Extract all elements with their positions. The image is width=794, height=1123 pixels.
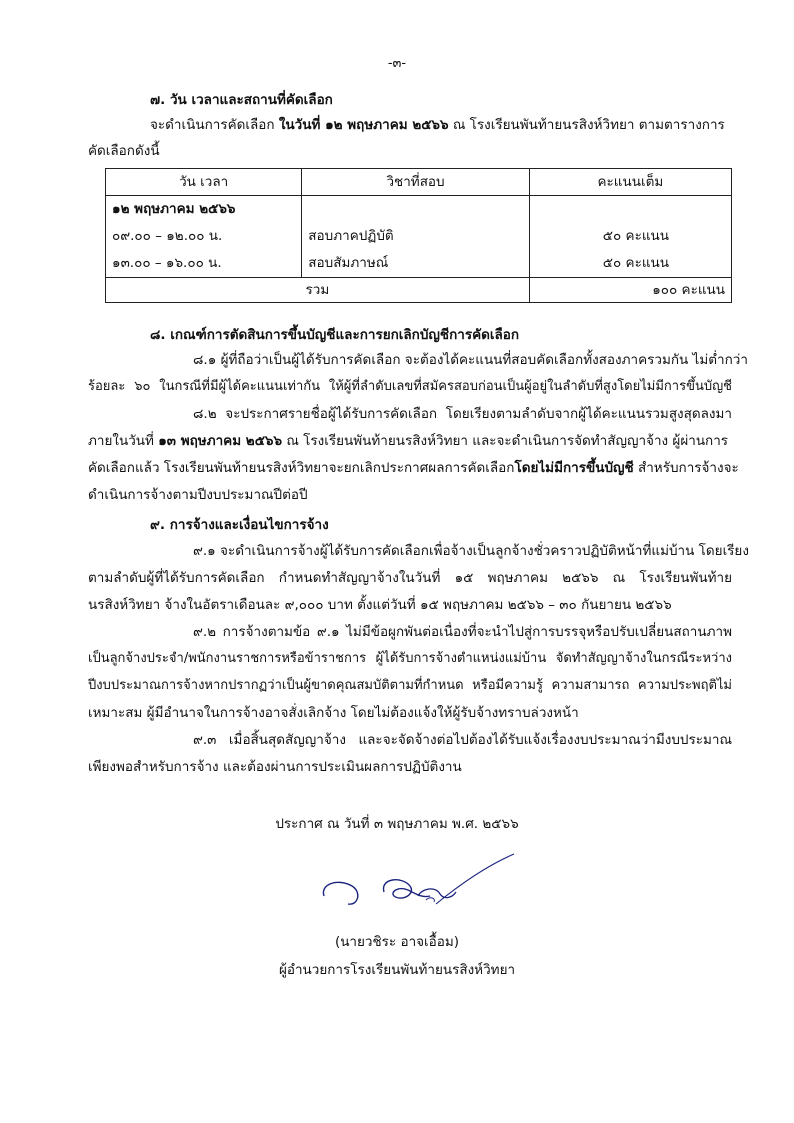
section-9-1-line-2: ตามลำดับผู้ที่ได้รับการคัดเลือก กำหนดทำสัญญาจ้างในวันที่ ๑๕ พฤษภาคม ๒๕๖๖ ณ โรงเรียนพันท้าย	[88, 570, 732, 586]
score-1: ๕๐ คะแนน	[602, 228, 669, 244]
section-9-2-line-2: เป็นลูกจ้างประจำ/พนักงานราชการหรือข้าราชการ ผู้ได้รับการจ้างตำแหน่งแม่บ้าน จัดทำสัญญาจ้างในกรณีระหว่าง	[88, 651, 732, 666]
section-9-heading: ๙. การจ้างและเงื่อนไขการจ้าง	[150, 517, 329, 533]
section-9-3-line-1: ๙.๓ เมื่อสิ้นสุดสัญญาจ้าง และจะจัดจ้างต่อไปต้องได้รับแจ้งเรื่องงบประมาณว่ามีงบประมาณ	[193, 732, 732, 748]
header-score: คะแนนเต็ม	[529, 169, 731, 196]
section-8-heading: ๘. เกณฑ์การตัดสินการขึ้นบัญชีและการยกเลิกบัญชีการคัดเลือก	[150, 327, 520, 343]
no-list-note: โดยไม่มีการขึ้นบัญชี	[514, 460, 634, 476]
section-9-3-line-2: เพียงพอสำหรับการจ้าง และต้องผ่านการประเมินผลการปฏิบัติงาน	[88, 759, 462, 775]
section-9-2-line-1: ๙.๒ การจ้างตามข้อ ๙.๑ ไม่มีข้อผูกพันต่อเนื่องที่จะนำไปสู่การบรรจุหรือปรับเปลี่ยนสถานภาพ	[193, 624, 732, 640]
score-2: ๕๐ คะแนน	[602, 255, 669, 271]
subject-2: สอบสัมภาษณ์	[308, 255, 389, 271]
header-datetime: วัน เวลา	[106, 169, 302, 196]
signature-image	[318, 852, 518, 914]
datetime-cell	[106, 196, 302, 278]
signer-title: ผู้อำนวยการโรงเรียนพันท้ายนรสิงห์วิทยา	[278, 962, 516, 978]
section-7-heading: ๗. วัน เวลาและสถานที่คัดเลือก	[150, 92, 333, 108]
section-8-1-line-1: ๘.๑ ผู้ที่ถือว่าเป็นผู้ได้รับการคัดเลือก จะต้องได้คะแนนที่สอบคัดเลือกทั้งสองภาครวมกัน ไม่ต่ำกว่า	[193, 352, 748, 368]
section-9-2-line-3: ปีงบประมาณการจ้างหากปรากฏว่าเป็นผู้ขาดคุณสมบัติตามที่กำหนด หรือมีความรู้ ความสามารถ ความประพฤติไม่	[88, 678, 732, 693]
schedule-time-2: ๑๓.๐๐ – ๑๖.๐๐ น.	[112, 255, 222, 271]
signer-name: (นายวชิระ อาจเอื้อม)	[334, 934, 460, 950]
section-8-2-line-1: ๘.๒ จะประกาศรายชื่อผู้ได้รับการคัดเลือก โดยเรียงตามลำดับจากผู้ได้คะแนนรวมสูงสุดลงมา	[193, 406, 732, 422]
table-header-row	[106, 169, 732, 196]
total-label: รวม	[106, 278, 530, 303]
score-cell	[529, 196, 731, 278]
exam-schedule-table	[105, 168, 732, 303]
section-9-1-line-1: ๙.๑ จะดำเนินการจ้างผู้ได้รับการคัดเลือกเพื่อจ้างเป็นลูกจ้างชั่วคราวปฏิบัติหน้าที่แม่บ้าน โดยเรียง	[193, 543, 749, 559]
subject-1: สอบภาคปฏิบัติ	[308, 228, 394, 244]
announce-date: ๑๓ พฤษภาคม ๒๕๖๖	[158, 433, 283, 449]
section-8-2-line-2	[88, 431, 732, 451]
announcement-date: ประกาศ ณ วันที่ ๓ พฤษภาคม พ.ศ. ๒๕๖๖	[275, 816, 519, 832]
section-8-2-line-3	[88, 458, 739, 478]
subject-cell	[302, 196, 529, 278]
section-7-line-1	[150, 115, 732, 135]
total-score: ๑๐๐ คะแนน	[529, 278, 731, 303]
section-8-2-line-3-text: คัดเลือกแล้ว โรงเรียนพันท้ายนรสิงห์วิทยาจะยกเลิกประกาศผลการคัดเลือก	[88, 460, 515, 476]
section-8-2-line-4: ดำเนินการจ้างตามปีงบประมาณปีต่อปี	[88, 487, 308, 503]
section-9-2-line-4: เหมาะสม ผู้มีอำนาจในการจ้างอาจสั่งเลิกจ้าง โดยไม่ต้องแจ้งให้ผู้รับจ้างทราบล่วงหน้า	[88, 705, 579, 721]
section-8-1-line-2: ร้อยละ ๖๐ ในกรณีที่มีผู้ได้คะแนนเท่ากัน ให้ผู้ที่ลำดับเลขที่สมัครสอบก่อนเป็นผู้อยู่ในลำดับที่สูงโดยไม่มีการขึ้นบัญชี	[88, 379, 732, 394]
section-8-2-line-2-tail: ณ โรงเรียนพันท้ายนรสิงห์วิทยา และจะดำเนินการจัดทำสัญญาจ้าง ผู้ผ่านการ	[282, 433, 729, 449]
page-number: -๓-	[387, 56, 407, 71]
header-subject: วิชาที่สอบ	[302, 169, 529, 196]
schedule-date: ๑๒ พฤษภาคม ๒๕๖๖	[112, 201, 236, 217]
table-row	[106, 196, 732, 278]
schedule-time-1: ๐๙.๐๐ – ๑๒.๐๐ น.	[112, 228, 223, 244]
section-7-line-2: คัดเลือกดังนี้	[88, 143, 160, 159]
table-total-row	[106, 278, 732, 303]
section-8-2-line-3-tail: สำหรับการจ้างจะ	[633, 460, 739, 476]
section-7-line-1-tail: ณ โรงเรียนพันท้ายนรสิงห์วิทยา ตามตารางการ	[448, 117, 725, 133]
section-8-2-line-2-text: ภายในวันที่	[88, 433, 159, 449]
exam-date: ในวันที่ ๑๒ พฤษภาคม ๒๕๖๖	[278, 117, 449, 133]
section-7-line-1-text: จะดำเนินการคัดเลือก	[150, 117, 279, 133]
section-9-1-line-3: นรสิงห์วิทยา จ้างในอัตราเดือนละ ๙,๐๐๐ บาท ตั้งแต่วันที่ ๑๕ พฤษภาคม ๒๕๖๖ – ๓๐ กันยายน ๒๕๖๖	[88, 597, 672, 613]
